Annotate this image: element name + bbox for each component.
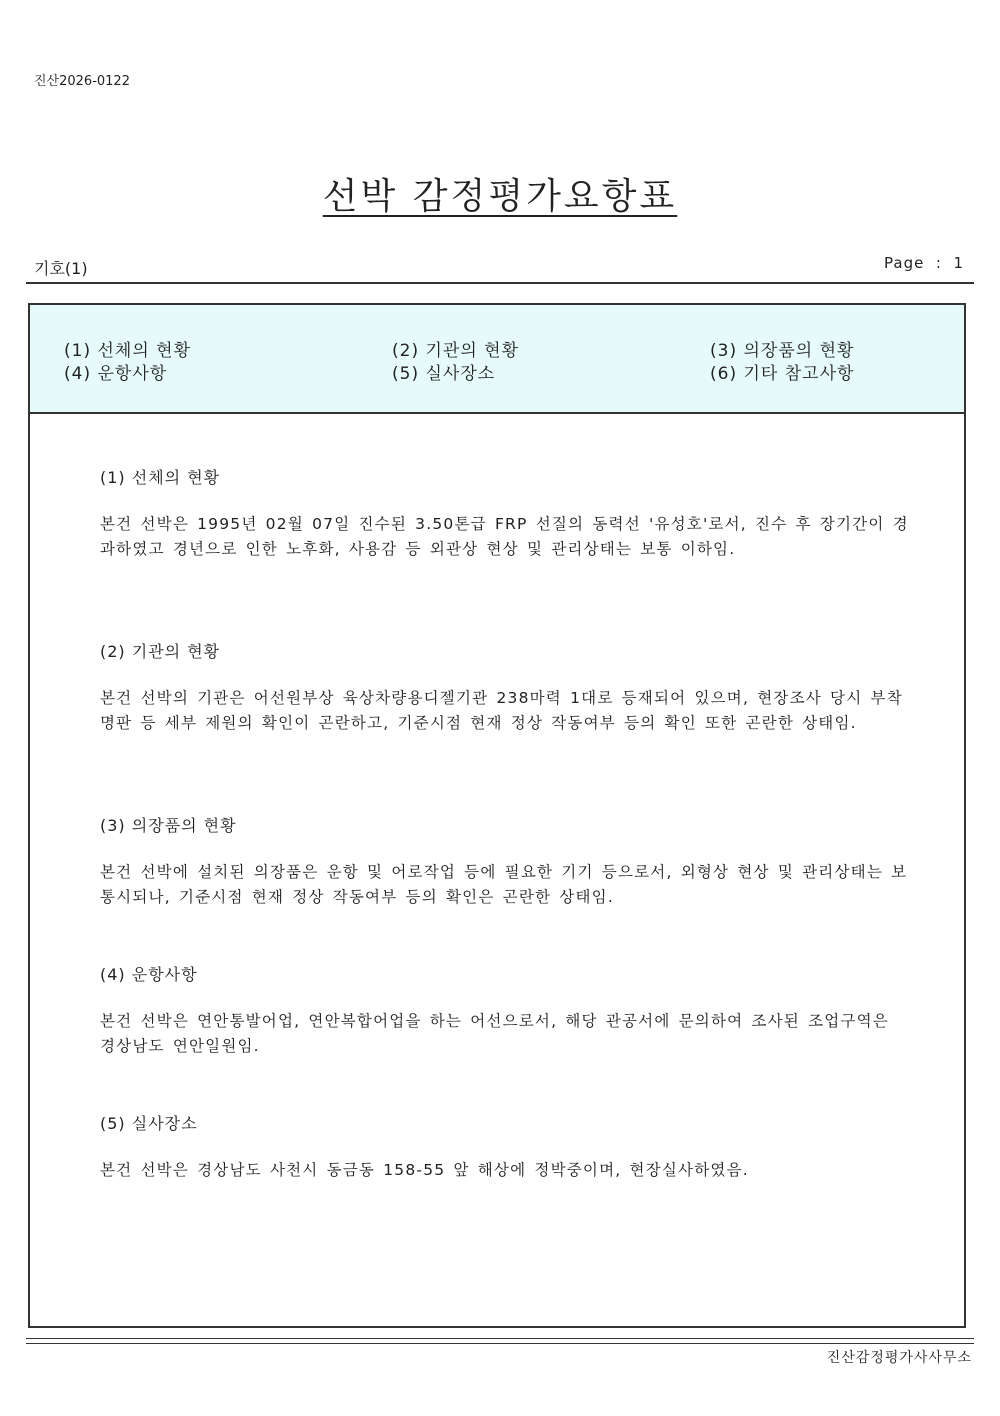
section-heading-engine: (2) 기관의 현황 — [100, 642, 221, 661]
section-heading-hull: (1) 선체의 현황 — [100, 468, 221, 487]
office-name: 진산감정평가사사무소 — [826, 1350, 972, 1366]
document-number: 진산2026-0122 — [34, 74, 130, 89]
section-heading-operation: (4) 운항사항 — [100, 965, 198, 984]
section-body-engine: 본건 선박의 기관은 어선원부상 육상차량용디젤기관 238마력 1대로 등재되어 있으며, 현장조사 당시 부착 명판 등 세부 제원의 확인이 곤란하고, 기준시점 현재 정상 작동여부 등의 확인 또한 곤란한 상태임. — [100, 689, 903, 732]
toc-item-inspection-site: (5) 실사장소 — [392, 364, 496, 384]
item-code: 기호(1) — [34, 259, 88, 278]
section-heading-equipment: (3) 의장품의 현황 — [100, 816, 237, 835]
toc-item-operation: (4) 운항사항 — [64, 364, 168, 384]
footer-divider-bottom — [26, 1343, 974, 1344]
toc-item-engine: (2) 기관의 현황 — [392, 341, 519, 361]
table-of-contents — [30, 305, 964, 414]
section-heading-inspection-site: (5) 실사장소 — [100, 1114, 198, 1133]
footer-divider-top — [26, 1338, 974, 1339]
page-title: 선박 감정평가요항표 — [322, 176, 678, 217]
content-frame — [28, 303, 966, 1328]
toc-item-hull: (1) 선체의 현황 — [64, 341, 191, 361]
section-body-hull: 본건 선박은 1995년 02월 07일 진수된 3.50톤급 FRP 선질의 동력선 '유성호'로서, 진수 후 장기간이 경과하였고 경년으로 인한 노후화, 사용감 등 외관상 현상 및 관리상태는 보통 이하임. — [100, 515, 909, 558]
header-divider — [26, 282, 974, 284]
section-body-equipment: 본건 선박에 설치된 의장품은 운항 및 어로작업 등에 필요한 기기 등으로서, 외형상 현상 및 관리상태는 보통시되나, 기준시점 현재 정상 작동여부 등의 확인은 곤란한 상태임. — [100, 863, 908, 906]
page-number: Page : 1 — [884, 254, 964, 272]
toc-item-other-notes: (6) 기타 참고사항 — [710, 364, 855, 384]
section-body-operation: 본건 선박은 연안통발어업, 연안복합어업을 하는 어선으로서, 해당 관공서에 문의하여 조사된 조업구역은 경상남도 연안일원임. — [100, 1012, 889, 1055]
section-body-inspection-site: 본건 선박은 경상남도 사천시 동금동 158-55 앞 해상에 정박중이며, 현장실사하였음. — [100, 1161, 749, 1179]
toc-item-equipment: (3) 의장품의 현황 — [710, 341, 855, 361]
